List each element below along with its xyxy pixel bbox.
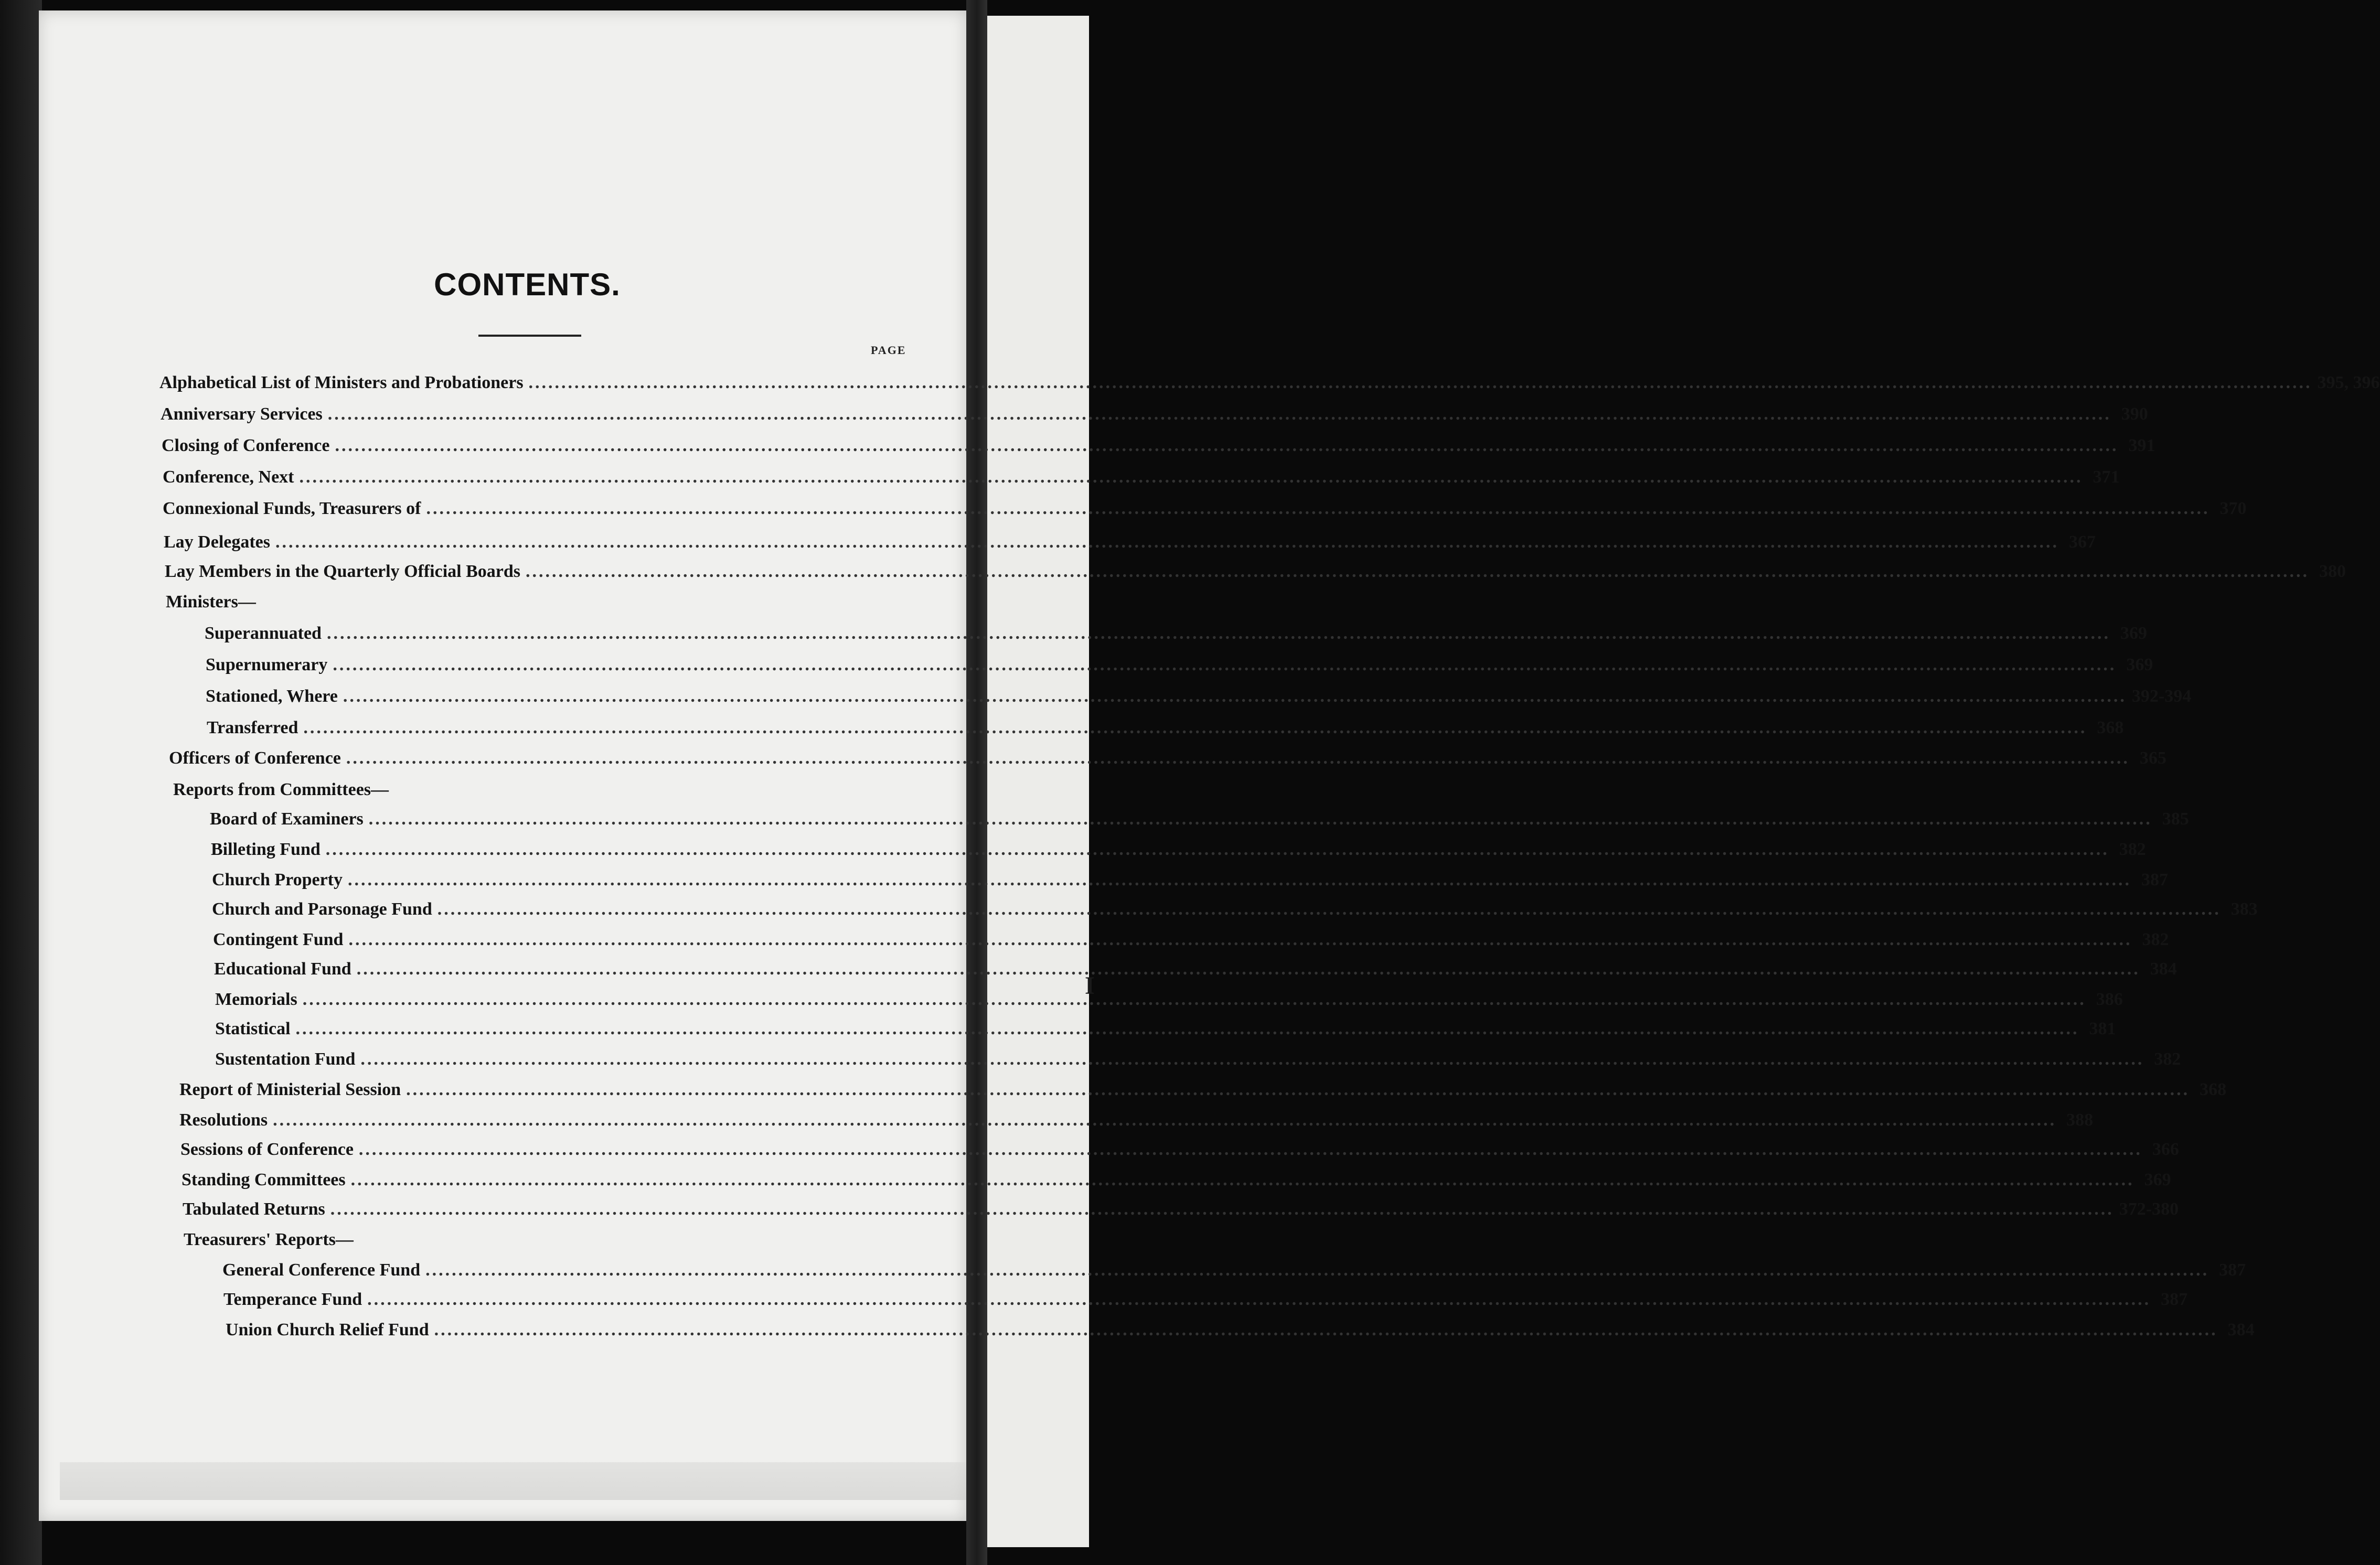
toc-entry-label: Officers of Conference (169, 748, 341, 768)
toc-leader-dots (300, 466, 2083, 489)
toc-section-heading (166, 591, 256, 614)
toc-section-heading (184, 1228, 354, 1251)
toc-entry (183, 1198, 2179, 1221)
toc-entry (207, 716, 2124, 739)
toc-entry-label: Statistical (215, 1019, 291, 1038)
toc-leader-dots (437, 898, 2221, 921)
toc-entry (165, 560, 2346, 583)
toc-entry-label: Church and Parsonage Fund (212, 899, 432, 919)
toc-entry-page: 383 (2230, 899, 2258, 919)
toc-entry-page: 382 (2154, 1049, 2181, 1069)
toc-entry-label: Temperance Fund (223, 1290, 362, 1309)
toc-section-heading (173, 778, 389, 801)
toc-entry-label: General Conference Fund (222, 1260, 421, 1280)
toc-entry (161, 403, 2148, 426)
toc-entry-label: Church Property (212, 870, 343, 889)
toc-entry-label: Anniversary Services (161, 404, 323, 424)
toc-leader-dots (357, 958, 2140, 981)
toc-entry-page: 365 (2139, 748, 2166, 768)
toc-leader-dots (434, 1319, 2218, 1342)
toc-entry (215, 1048, 2181, 1071)
toc-leader-dots (369, 808, 2152, 831)
toc-entry-page: 387 (2219, 1260, 2246, 1280)
toc-entry (213, 928, 2169, 951)
toc-entry-page: 380 (2319, 562, 2346, 581)
toc-entry-page: 388 (2066, 1110, 2094, 1130)
toc-leader-dots (351, 1169, 2134, 1192)
toc-entry-label: Conference, Next (163, 467, 294, 487)
toc-entry-label: Transferred (207, 718, 298, 737)
toc-entry-label: Ministers— (166, 592, 256, 612)
toc-entry (215, 1017, 2116, 1041)
toc-entry (206, 685, 2192, 708)
toc-entry-page: 368 (2097, 718, 2124, 737)
toc-leader-dots (346, 747, 2130, 770)
toc-entry-page: 392-394 (2131, 687, 2192, 706)
toc-entry (179, 1078, 2227, 1101)
toc-entry-page: 368 (2200, 1080, 2227, 1099)
toc-entry-page: 371 (2093, 467, 2120, 487)
toc-entry-page: 384 (2227, 1320, 2255, 1339)
toc-entry-label: Stationed, Where (206, 687, 338, 706)
toc-entry-page: 369 (2126, 655, 2153, 674)
toc-leader-dots (426, 497, 2210, 520)
facing-page-fragment: I (1085, 972, 1095, 1000)
toc-entry-label: Sessions of Conference (180, 1140, 354, 1159)
toc-entry-label: Closing of Conference (162, 436, 330, 455)
toc-entry-label: Report of Ministerial Session (179, 1080, 401, 1099)
toc-leader-dots (360, 1048, 2144, 1071)
toc-entry (212, 869, 2169, 892)
toc-entry-label: Supernumerary (206, 655, 328, 674)
toc-entry (222, 1259, 2246, 1282)
toc-entry-page: 367 (2069, 532, 2096, 552)
toc-entry (214, 958, 2177, 981)
toc-entry (163, 497, 2247, 520)
toc-leader-dots (348, 928, 2132, 951)
toc-entry-page: 387 (2141, 870, 2169, 889)
toc-entry-label: Reports from Committees— (173, 780, 389, 799)
toc-entry-label: Board of Examiners (210, 809, 364, 829)
toc-leader-dots (273, 1109, 2056, 1132)
toc-entry-page: 384 (2150, 959, 2177, 979)
toc-entry (212, 898, 2258, 921)
toc-leader-dots (367, 1288, 2151, 1311)
toc-entry-page: 372-380 (2119, 1199, 2179, 1219)
toc-leader-dots (406, 1078, 2190, 1101)
toc-entry-label: Lay Delegates (164, 532, 271, 552)
toc-entry-label: Lay Members in the Quarterly Official Boards (165, 562, 521, 581)
toc-entry-page: 385 (2162, 809, 2189, 829)
toc-entry-label: Resolutions (179, 1110, 268, 1130)
toc-entry-page: 390 (2121, 404, 2148, 424)
toc-leader-dots (326, 838, 2109, 861)
toc-entry-label: Treasurers' Reports— (184, 1230, 354, 1249)
toc-entry (162, 434, 2155, 457)
toc-entry (206, 653, 2153, 677)
toc-entry (215, 988, 2123, 1011)
toc-entry-page: 369 (2120, 624, 2147, 643)
toc-leader-dots (425, 1259, 2209, 1282)
page-column-header: PAGE (871, 344, 906, 357)
toc-leader-dots (529, 371, 2312, 394)
toc-leader-dots (335, 434, 2118, 457)
toc-entry-page: 382 (2119, 840, 2146, 859)
toc-leader-dots (333, 653, 2116, 677)
toc-entry-page: 382 (2142, 930, 2169, 949)
toc-entry (223, 1288, 2188, 1311)
toc-entry (210, 808, 2189, 831)
toc-entry-label: Educational Fund (214, 959, 351, 979)
toc-entry (159, 371, 2380, 394)
toc-leader-dots (343, 685, 2127, 708)
toc-entry-page: 381 (2089, 1019, 2116, 1038)
toc-entry (226, 1319, 2255, 1342)
toc-entry-page: 370 (2219, 499, 2247, 518)
toc-entry (163, 466, 2120, 489)
toc-entry (205, 622, 2147, 645)
toc-entry-page: 369 (2144, 1170, 2171, 1189)
toc-entry (169, 747, 2166, 770)
toc-entry-page: 386 (2096, 990, 2123, 1009)
toc-leader-dots (348, 869, 2131, 892)
toc-entry (180, 1138, 2179, 1161)
toc-leader-dots (303, 988, 2086, 1011)
toc-leader-dots (330, 1198, 2114, 1221)
toc-entry-label: Alphabetical List of Ministers and Probationers (159, 373, 524, 392)
toc-entry (182, 1169, 2171, 1192)
toc-entry-label: Contingent Fund (213, 930, 344, 949)
toc-leader-dots (327, 622, 2110, 645)
toc-entry-page: 391 (2128, 436, 2155, 455)
toc-leader-dots (275, 531, 2059, 554)
toc-leader-dots (359, 1138, 2142, 1161)
toc-entry-label: Standing Committees (182, 1170, 346, 1189)
toc-entry (164, 531, 2096, 554)
toc-entry-page: 395, 396 (2317, 373, 2380, 392)
toc-entry (211, 838, 2146, 861)
page-title: CONTENTS. (434, 267, 621, 302)
toc-leader-dots (526, 560, 2309, 583)
toc-entry-label: Memorials (215, 990, 297, 1009)
toc-leader-dots (328, 403, 2111, 426)
toc-leader-dots (296, 1017, 2079, 1041)
toc-entry-label: Union Church Relief Fund (226, 1320, 429, 1339)
toc-entry-page: 387 (2161, 1290, 2188, 1309)
toc-entry (179, 1109, 2094, 1132)
toc-entry-label: Billeting Fund (211, 840, 321, 859)
toc-entry-label: Connexional Funds, Treasurers of (163, 499, 421, 518)
toc-entry-label: Superannuated (205, 624, 322, 643)
toc-entry-label: Tabulated Returns (183, 1199, 325, 1219)
toc-entry-page: 366 (2152, 1140, 2179, 1159)
toc-entry-label: Sustentation Fund (215, 1049, 356, 1069)
toc-leader-dots (303, 716, 2087, 739)
